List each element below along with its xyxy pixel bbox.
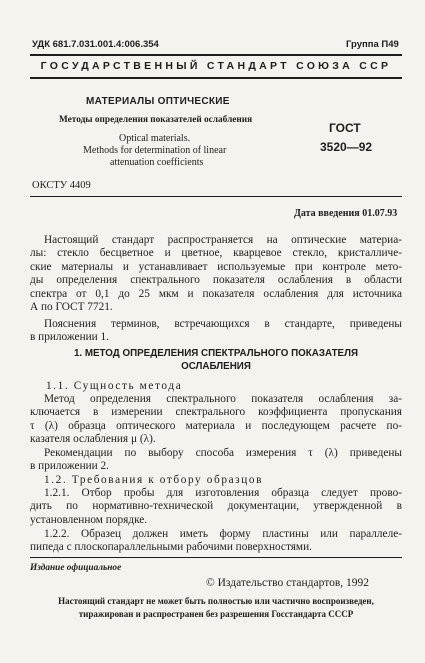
english-title-line-2: Methods for determination of linear xyxy=(83,145,227,156)
recommendation-text xyxy=(30,447,402,474)
okstu-rule xyxy=(30,196,402,197)
text-line: ключается в измерении спектрального коэффициента пропускания xyxy=(30,406,402,419)
text-line: в приложении 1. xyxy=(30,331,110,344)
text-line: 1.2.2. Образец должен иметь форму пластины или параллеле- xyxy=(44,528,402,540)
gost-label: ГОСТ xyxy=(329,121,361,135)
reproduction-notice-line-1: Настоящий стандарт не может быть полностью или частично воспроизведен, xyxy=(58,596,374,606)
header-rule-top xyxy=(30,54,402,56)
text-line: пипеда с плоскопараллельными рабочими поверхностями. xyxy=(30,541,312,554)
document-title: МАТЕРИАЛЫ ОПТИЧЕСКИЕ xyxy=(86,96,230,107)
english-title-line-1: Optical materials. xyxy=(119,133,191,144)
text-line: Метод определения спектрального показателя ослабления за- xyxy=(44,393,402,405)
classification-group: Группа П49 xyxy=(346,39,399,50)
introduction-date: Дата введения 01.07.93 xyxy=(294,208,398,219)
text-line: спектра от 0,1 до 25 мкм и показателя ослабления для источника xyxy=(30,287,402,300)
intro-paragraph xyxy=(30,234,402,314)
okstu-code: ОКСТУ 4409 xyxy=(32,180,91,191)
english-title-line-3: attenuation coefficients xyxy=(110,157,204,168)
text-line: А по ГОСТ 7721. xyxy=(30,301,113,314)
document-subtitle: Методы определения показателей ослабления xyxy=(59,115,253,125)
text-line: установленном порядке. xyxy=(30,513,148,526)
text-line: Пояснения терминов, встречающихся в стандарте, приведены xyxy=(44,318,402,330)
copyright-notice: © Издательство стандартов, 1992 xyxy=(206,577,370,589)
text-line: дить по нормативно-технической документации, утвержденной в xyxy=(30,500,402,513)
clause-1-2-2-text xyxy=(30,528,402,555)
text-line: казателя ослабления μ (λ). xyxy=(30,433,156,446)
gost-number: 3520—92 xyxy=(320,140,373,154)
text-line: Рекомендации по выбору способа измерения τ (λ) приведены xyxy=(44,447,402,459)
section-heading-line-1: 1. МЕТОД ОПРЕДЕЛЕНИЯ СПЕКТРАЛЬНОГО ПОКАЗАТЕЛЯ xyxy=(73,348,359,359)
text-line: Настоящий стандарт распространяется на оптические материа- xyxy=(44,234,402,246)
section-heading-line-2: ОСЛАБЛЕНИЯ xyxy=(181,361,251,372)
official-edition-label: Издание официальное xyxy=(30,563,122,573)
clause-1-1-text xyxy=(30,393,402,447)
text-line: лы: стекло бесцветное и цветное, кварцевое стекло, кристалличе- xyxy=(30,247,402,260)
text-line: 1.2.1. Отбор пробы для изготовления образца следует прово- xyxy=(44,487,402,499)
header-rule-bottom xyxy=(30,77,402,79)
text-line: ские материалы и устанавливает используемые при контроле мето- xyxy=(30,260,402,273)
reproduction-notice-line-2: тиражирован и распространен без разрешения Госстандарта СССР xyxy=(78,609,354,619)
clause-1-2-heading: 1.2. Требования к отбору образцов xyxy=(44,474,264,486)
text-line: τ (λ) образца оптического материала и последующем расчете по- xyxy=(30,419,402,432)
clause-1-2-1-text xyxy=(30,487,402,527)
footer-rule xyxy=(30,557,402,558)
udk-code: УДК 681.7.031.001.4:006.354 xyxy=(32,39,159,50)
standard-banner: ГОСУДАРСТВЕННЫЙ СТАНДАРТ СОЮЗА ССР xyxy=(40,60,392,72)
clause-1-1-heading: 1.1. Сущность метода xyxy=(46,380,183,392)
terms-paragraph xyxy=(30,318,402,345)
text-line: в приложении 2. xyxy=(30,460,110,473)
text-line: ды определения спектрального показателя ослабления в области xyxy=(30,274,402,287)
